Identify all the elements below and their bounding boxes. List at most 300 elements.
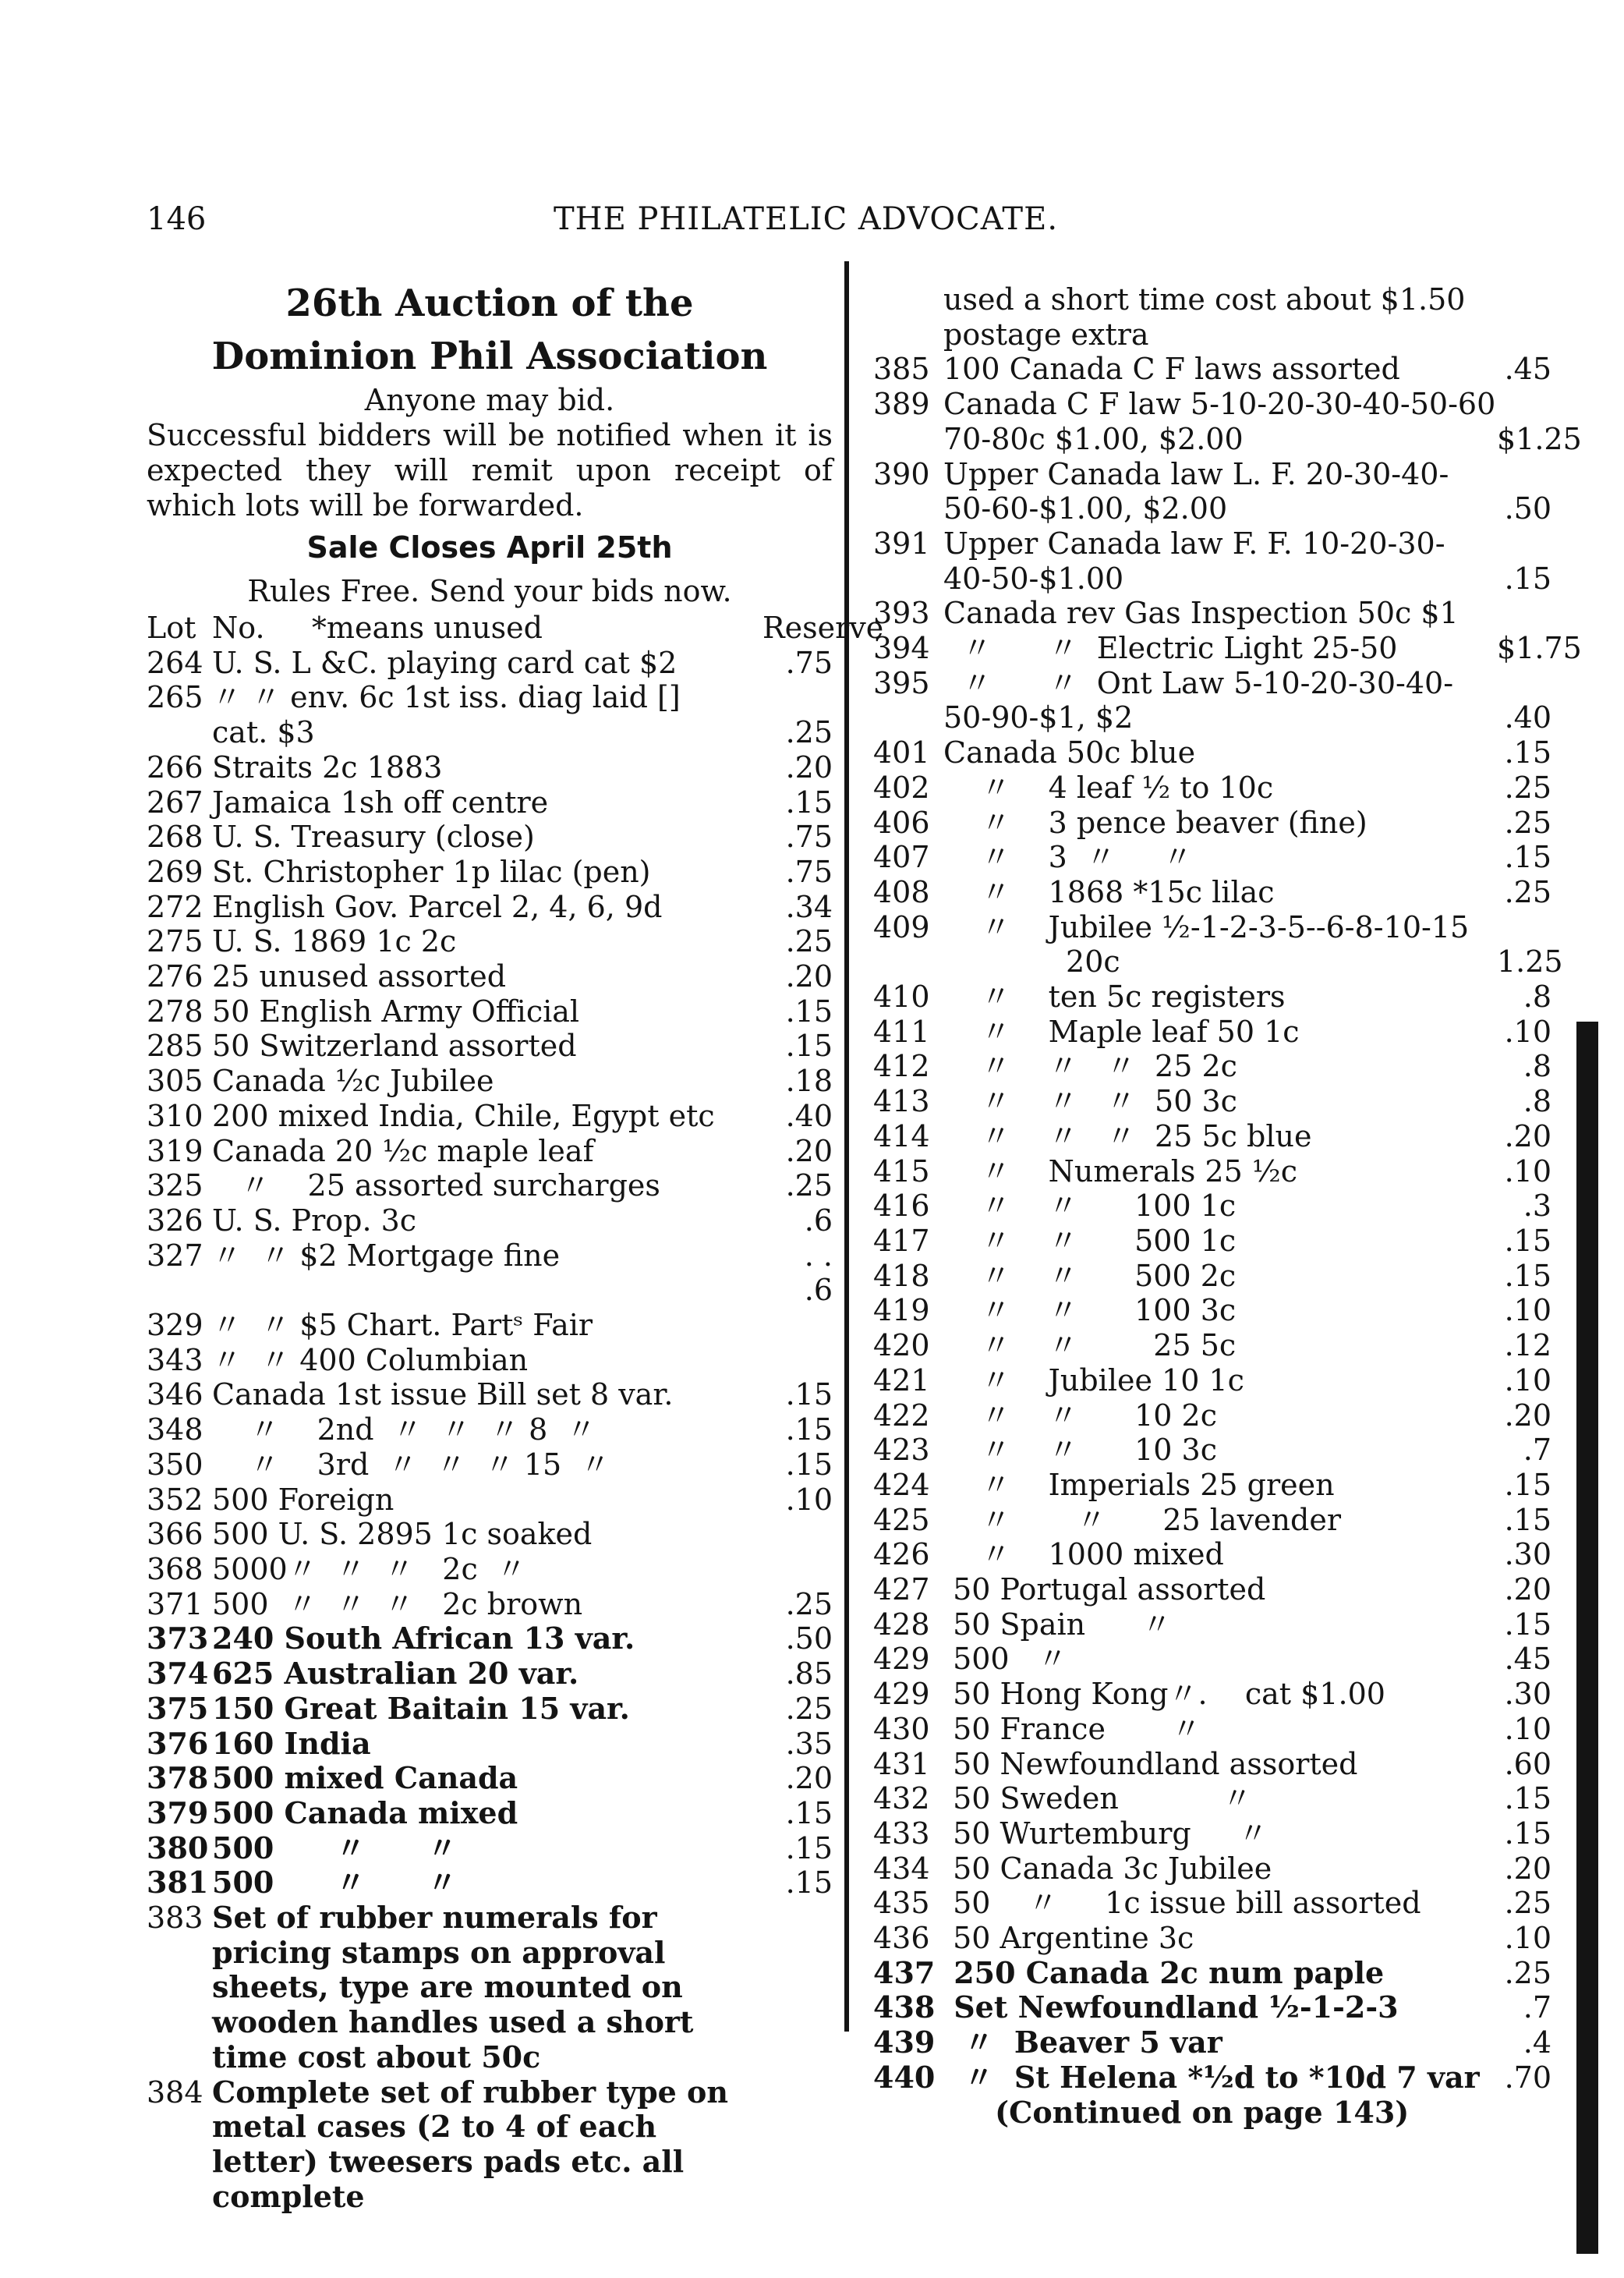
lot-description: 〃 3 〃 〃	[943, 840, 1193, 875]
right-column	[873, 282, 1582, 2130]
lot-row	[873, 2025, 1551, 2060]
lot-number: 425	[873, 1502, 930, 1537]
lot-row	[873, 1537, 1551, 1572]
intro-block	[147, 383, 833, 523]
lot-description: 〃 〃 〃 25 2c	[943, 1049, 1237, 1084]
reserve-price: .4	[1523, 2025, 1551, 2060]
lot-description: U. S. Prop. 3c	[212, 1203, 417, 1238]
lot-description: 500 mixed Canada	[212, 1760, 518, 1796]
lot-number: 429	[873, 1642, 930, 1677]
lot-description: 〃 〃 Ont Law 5-10-20-30-40-	[943, 665, 1454, 700]
lot-row	[873, 1816, 1551, 1851]
lot-number: 394	[873, 631, 930, 666]
lot-row	[873, 491, 1551, 526]
lot-description: 50-90-$1, $2	[943, 700, 1134, 735]
reserve-price: .25	[1504, 874, 1551, 909]
lot-description: 〃 Maple leaf 50 1c	[943, 1014, 1300, 1049]
lot-row	[147, 994, 833, 1029]
lot-number: 329	[147, 1308, 203, 1343]
lot-number: 415	[873, 1153, 930, 1189]
lot-row	[873, 1189, 1551, 1224]
lot-row	[873, 771, 1551, 806]
lot-row	[873, 421, 1582, 457]
lot-row	[873, 526, 1551, 562]
lot-description: 〃 〃 $2 Mortgage fine	[212, 1238, 561, 1273]
lot-description: St. Christopher 1p lilac (pen)	[212, 854, 651, 889]
lot-number: 410	[873, 980, 930, 1015]
lot-row	[873, 1293, 1551, 1328]
lot-number	[147, 715, 212, 750]
reserve-price: .25	[1504, 1955, 1551, 1990]
lot-row	[147, 924, 833, 959]
lot-description: 〃 〃 10 3c	[943, 1433, 1217, 1468]
lot-description: 50 Canada 3c Jubilee	[943, 1851, 1272, 1886]
lot-row	[147, 1412, 833, 1447]
lot-row	[873, 1363, 1551, 1398]
lot-description: 〃 4 leaf ½ to 10c	[943, 770, 1274, 805]
lot-description: 〃 〃 〃 50 3c	[943, 1084, 1237, 1119]
lot-description: Upper Canada law L. F. 20-30-40-	[943, 456, 1449, 491]
lot-description: 〃 〃 〃 25 5c blue	[943, 1118, 1312, 1153]
lot-number: 423	[873, 1433, 930, 1468]
lot-row	[147, 1517, 833, 1552]
reserve-price: .10	[1504, 1921, 1551, 1956]
lot-description: 〃 2nd 〃 〃 〃 8 〃	[212, 1412, 596, 1447]
lot-row	[147, 1796, 833, 1831]
lot-row	[873, 1224, 1551, 1259]
lot-row-384	[147, 2075, 833, 2215]
lot-description: U. S. L &C. playing card cat $2	[212, 645, 678, 680]
lot-row	[147, 1064, 833, 1099]
lot-description: 〃 〃 25 5c	[943, 1328, 1237, 1363]
lot-row	[873, 1119, 1551, 1154]
lot-number: 278	[147, 994, 203, 1029]
lot-number	[873, 317, 943, 353]
reserve-price	[1497, 666, 1551, 701]
lot-number: 420	[873, 1328, 930, 1363]
reserve-price: .25	[785, 1586, 833, 1621]
reserve-price: .60	[1504, 1746, 1551, 1781]
lot-number: 431	[873, 1746, 930, 1781]
lot-number: 408	[873, 874, 930, 909]
lot-number: 434	[873, 1851, 930, 1886]
reserve-price: .6	[804, 1203, 833, 1238]
column-divider	[844, 261, 849, 2032]
lot-description: Set Newfoundland ½-1-2-3	[943, 1989, 1399, 2025]
reserve-price: .20	[1504, 1572, 1551, 1607]
reserve-price: .20	[1504, 1851, 1551, 1886]
lot-number: 424	[873, 1467, 930, 1502]
lot-row	[873, 980, 1551, 1015]
lot-number	[873, 491, 943, 526]
lot-description: 160 India	[212, 1725, 371, 1761]
right-lot-list	[873, 282, 1582, 2130]
reserve-price: .45	[1504, 1642, 1551, 1677]
reserve-price: .15	[1504, 1258, 1551, 1293]
lot-description: 500 〃	[943, 1642, 1067, 1677]
lot-number: 418	[873, 1258, 930, 1293]
lot-number	[873, 944, 943, 980]
lot-row	[147, 1692, 833, 1727]
lot-number: 433	[873, 1816, 930, 1851]
reserve-price	[1497, 282, 1551, 317]
reserve-price: .15	[785, 1377, 833, 1412]
lot-description: Canada rev Gas Inspection 50c $1	[943, 596, 1459, 631]
left-column	[147, 277, 884, 2214]
lot-row	[873, 352, 1551, 387]
lot-description: Jamaica 1sh off centre	[212, 785, 549, 820]
lot-row-383	[147, 1901, 833, 2075]
lot-row	[147, 1377, 833, 1412]
lot-description: 〃 Numerals 25 ½c	[943, 1153, 1297, 1189]
reserve-price: .15	[1504, 840, 1551, 875]
lot-number: 391	[873, 526, 930, 561]
lot-row	[147, 1343, 833, 1378]
lot-row	[147, 1831, 833, 1866]
lot-description: 500 〃 〃	[212, 1830, 458, 1865]
lot-row	[873, 387, 1551, 422]
reserve-price: .15	[1504, 735, 1551, 771]
lot-row	[873, 1328, 1551, 1363]
lot-number: 402	[873, 770, 930, 805]
lot-description: 500 U. S. 2895 1c soaked	[212, 1517, 593, 1552]
reserve-price: .45	[1504, 352, 1551, 387]
lot-number: 285	[147, 1029, 203, 1064]
reserve-price: .10	[1504, 1711, 1551, 1746]
lot-description: 〃 Jubilee ½-1-2-3-5--6-8-10-15	[943, 909, 1470, 944]
lot-row	[147, 1621, 833, 1656]
reserve-price: .20	[785, 1133, 833, 1168]
lot-description: Canada 1st issue Bill set 8 var.	[212, 1377, 674, 1412]
lot-row	[873, 1572, 1551, 1607]
lot-description: 〃 Imperials 25 green	[943, 1467, 1335, 1502]
reserve-price: 1.25	[1497, 944, 1563, 980]
lot-row	[873, 1677, 1551, 1712]
reserve-price	[1497, 2096, 1551, 2131]
lot-description: Straits 2c 1883	[212, 749, 443, 785]
anyone-may-bid: Anyone may bid.	[364, 383, 615, 417]
lot-number: 346	[147, 1377, 203, 1412]
lot-row	[873, 1049, 1551, 1084]
lot-description: 〃 Beaver 5 var	[943, 2025, 1222, 2060]
lot-description: 500 Canada mixed	[212, 1794, 518, 1830]
lot-number: 430	[873, 1711, 930, 1746]
reserve-price: .40	[1504, 700, 1551, 735]
lot-number: 374	[147, 1656, 209, 1692]
lot-description: 50 English Army Official	[212, 994, 580, 1029]
lot-row	[147, 646, 833, 681]
reserve-price: .20	[1504, 1118, 1551, 1153]
reserve-price: .75	[785, 645, 833, 680]
lot-description: 500 〃 〃	[212, 1865, 458, 1901]
reserve-price: .15	[785, 994, 833, 1029]
lot-number: 326	[147, 1203, 203, 1238]
lot-description: 〃 25 assorted surcharges	[212, 1168, 660, 1203]
reserve-price: .25	[785, 715, 833, 750]
reserve-price: .25	[1504, 770, 1551, 805]
reserve-price: .15	[1504, 1223, 1551, 1258]
reserve-price: .40	[785, 1098, 833, 1133]
reserve-price: .20	[785, 1761, 833, 1796]
lot-number: 378	[147, 1760, 209, 1796]
lot-number: 385	[873, 352, 930, 387]
column-header	[147, 611, 884, 646]
lot-description: 500 Foreign	[212, 1482, 395, 1517]
lot-number: 395	[873, 665, 930, 700]
reserve-price: .10	[1504, 1153, 1551, 1189]
lot-description: 5000〃 〃 〃 2c 〃	[212, 1551, 526, 1586]
lot-row	[873, 1607, 1551, 1642]
lot-row	[873, 1990, 1551, 2025]
lot-row	[147, 855, 833, 890]
lot-row	[873, 735, 1551, 771]
lot-row	[147, 785, 833, 820]
lot-number: 413	[873, 1084, 930, 1119]
lot-description: 〃 〃 500 2c	[943, 1258, 1237, 1293]
lot-description: 〃 1000 mixed	[943, 1537, 1224, 1572]
lot-row	[873, 700, 1551, 735]
lot-number: 268	[147, 820, 203, 855]
lot-description: Canada C F law 5-10-20-30-40-50-60	[943, 387, 1496, 422]
reserve-price: .30	[1504, 1537, 1551, 1572]
lot-row	[147, 715, 833, 750]
reserve-price	[770, 680, 833, 715]
lot-description: 50 Spain 〃	[943, 1607, 1172, 1642]
reserve-price: .12	[1504, 1328, 1551, 1363]
lot-row	[873, 596, 1551, 631]
lot-number: 368	[147, 1551, 203, 1586]
reserve-price: .15	[1504, 1816, 1551, 1851]
lot-row	[873, 1503, 1551, 1538]
reserve-header: Reserve	[762, 611, 884, 645]
lot-number: 412	[873, 1049, 930, 1084]
lot-description: 200 mixed India, Chile, Egypt etc	[212, 1098, 715, 1133]
lot-description: 500 〃 〃 〃 2c brown	[212, 1586, 583, 1621]
lot-description: 〃 3rd 〃 〃 〃 15 〃	[212, 1447, 610, 1482]
lot-row	[873, 282, 1551, 317]
reserve-price: .75	[785, 854, 833, 889]
reserve-price: .7	[1523, 1433, 1551, 1468]
lot-row	[873, 875, 1551, 910]
reserve-price: .15	[1504, 1502, 1551, 1537]
lot-number: 327	[147, 1238, 203, 1273]
reserve-price: .85	[785, 1656, 833, 1692]
lot-number	[873, 422, 943, 457]
lot-description: postage extra	[943, 317, 1149, 352]
lot-description: 50 Hong Kong〃. cat $1.00	[943, 1677, 1385, 1712]
lot-description: English Gov. Parcel 2, 4, 6, 9d	[212, 889, 663, 924]
lot-row	[873, 1956, 1551, 1991]
reserve-price: .15	[785, 1029, 833, 1064]
lot-description: 〃 〃 400 Columbian	[212, 1342, 529, 1377]
reserve-price: .15	[785, 1830, 833, 1865]
lot-description: 50 Sweden 〃	[943, 1781, 1252, 1816]
reserve-price: .35	[785, 1726, 833, 1761]
lot-number: 438	[873, 1989, 936, 2025]
lot-row	[873, 1642, 1551, 1677]
lot-number: 272	[147, 889, 203, 924]
lot-number: 439	[873, 2025, 936, 2060]
lot-number: 407	[873, 840, 930, 875]
reserve-price: . . .6	[804, 1238, 833, 1308]
lot-header: Lot	[147, 611, 196, 645]
lot-description: 250 Canada 2c num paple	[943, 1954, 1385, 1990]
lot-description: 50 France 〃	[943, 1711, 1201, 1746]
lot-description: 50 Portugal assorted	[943, 1572, 1266, 1607]
lot-row	[873, 1015, 1551, 1050]
lot-row	[147, 820, 833, 855]
reserve-price: .7	[1523, 1990, 1551, 2025]
lot-number: 432	[873, 1781, 930, 1816]
reserve-price: .10	[1504, 1014, 1551, 1049]
lot-row	[147, 959, 833, 994]
lot-row	[147, 750, 833, 785]
reserve-price	[1497, 317, 1551, 353]
lot-number: 406	[873, 805, 930, 840]
lot-description: 50 〃 1c issue bill assorted	[943, 1886, 1421, 1921]
lot-row	[873, 1398, 1551, 1433]
lot-number: 376	[147, 1725, 209, 1761]
reserve-price	[1497, 910, 1551, 945]
lot-description: Complete set of rubber type on metal cases (2 to 4 of each letter) tweesers pads etc. all complete	[212, 2074, 729, 2214]
lot-description: 〃 3 pence beaver (fine)	[943, 805, 1367, 840]
lot-row	[147, 1238, 833, 1308]
lot-number	[873, 282, 943, 317]
lot-description: 〃 St Helena *½d to *10d 7 var	[943, 2059, 1480, 2095]
reserve-price: .8	[1523, 1084, 1551, 1119]
lot-number: 343	[147, 1342, 203, 1377]
reserve-price: .20	[1504, 1398, 1551, 1433]
lot-row	[873, 1712, 1551, 1747]
lot-description: Upper Canada law F. F. 10-20-30-	[943, 526, 1445, 561]
lot-description: 〃 〃 10 2c	[943, 1398, 1217, 1433]
lot-row	[873, 840, 1551, 875]
lot-number: 422	[873, 1398, 930, 1433]
lot-row	[873, 910, 1551, 945]
lot-description: (Continued on page 143)	[943, 2094, 1410, 2130]
reserve-price: .15	[1504, 1781, 1551, 1816]
lot-number: 310	[147, 1098, 203, 1133]
lot-row	[873, 1084, 1551, 1119]
lot-number: 379	[147, 1794, 209, 1830]
lot-number: 266	[147, 749, 203, 785]
lot-description: Canada 20 ½c maple leaf	[212, 1133, 594, 1168]
lot-row	[873, 2060, 1551, 2096]
lot-row	[873, 317, 1551, 353]
lot-description: Canada ½c Jubilee	[212, 1064, 494, 1099]
lot-description: 〃 〃 500 1c	[943, 1223, 1237, 1258]
reserve-price: .10	[785, 1482, 833, 1517]
reserve-price	[1497, 526, 1551, 562]
lot-description: 50 Newfoundland assorted	[943, 1746, 1358, 1781]
lot-description: 〃 〃 Electric Light 25-50	[943, 631, 1398, 666]
page-header	[0, 201, 1624, 240]
lot-number: 417	[873, 1223, 930, 1258]
lot-row	[873, 1781, 1551, 1816]
lot-description: Canada 50c blue	[943, 735, 1196, 771]
lot-number: 276	[147, 959, 203, 994]
reserve-price: .15	[1504, 561, 1551, 596]
lot-description: 70-80c $1.00, $2.00	[943, 421, 1244, 456]
reserve-price: .50	[1504, 491, 1551, 526]
lot-number: 435	[873, 1886, 930, 1921]
reserve-price	[770, 1343, 833, 1378]
lot-description: 240 South African 13 var.	[212, 1621, 635, 1656]
lot-number: 319	[147, 1133, 203, 1168]
lot-description: 50 Argentine 3c	[943, 1921, 1194, 1956]
notice-text: Successful bidders will be notified when it is expected they will remit upon receipt of which lots will be forwarded.	[147, 418, 833, 523]
lot-number: 269	[147, 854, 203, 889]
lot-description: 〃 〃 $5 Chart. Partˢ Fair	[212, 1308, 593, 1343]
lot-number: 381	[147, 1865, 209, 1901]
lot-number: 325	[147, 1168, 203, 1203]
lot-number: 275	[147, 924, 203, 959]
lot-row	[873, 944, 1563, 980]
lot-row	[873, 1921, 1551, 1956]
lot-row	[873, 457, 1551, 492]
reserve-price: .75	[785, 820, 833, 855]
reserve-price: .3	[1523, 1189, 1551, 1224]
lot-row	[147, 1168, 833, 1203]
lot-number: 429	[873, 1677, 930, 1712]
lot-row	[147, 1308, 833, 1343]
lot-row	[147, 1727, 833, 1762]
lot-description: 〃 〃 env. 6c 1st iss. diag laid []	[212, 680, 681, 715]
lot-row	[873, 2096, 1551, 2131]
reserve-price: $1.25	[1497, 421, 1582, 456]
reserve-price: .15	[785, 785, 833, 820]
lot-number: 421	[873, 1362, 930, 1398]
lot-number: 371	[147, 1586, 203, 1621]
lot-description: Set of rubber numerals for pricing stamps on approval sheets, type are mounted on wooden handles used a short time cost about 50c	[212, 1900, 694, 2074]
sale-closes: Sale Closes April 25th	[306, 530, 673, 565]
lot-row	[147, 1029, 833, 1064]
lot-number: 265	[147, 680, 203, 715]
reserve-price: .10	[1504, 1293, 1551, 1328]
auction-heading-line-2: Dominion Phil Association	[211, 335, 768, 378]
lot-row	[873, 1154, 1551, 1189]
reserve-price: .8	[1523, 1049, 1551, 1084]
lot-row	[147, 1099, 833, 1134]
lot-description: 〃 〃 100 3c	[943, 1293, 1237, 1328]
page-number: 146	[147, 201, 207, 237]
lot-description: 〃 1868 *15c lilac	[943, 874, 1275, 909]
reserve-price: .25	[1504, 1886, 1551, 1921]
lot-description: 20c	[943, 944, 1120, 980]
lot-description: 50 Switzerland assorted	[212, 1029, 577, 1064]
auction-heading-line-1: 26th Auction of the	[285, 282, 694, 325]
reserve-price	[1497, 387, 1551, 422]
lot-number: 380	[147, 1830, 209, 1865]
lot-number	[873, 2096, 943, 2131]
lot-row	[147, 1447, 833, 1483]
reserve-price: .25	[785, 1691, 833, 1726]
lot-number: 437	[873, 1954, 936, 1990]
reserve-price: .15	[1504, 1607, 1551, 1642]
lot-number: 348	[147, 1412, 203, 1447]
reserve-price: .15	[785, 1447, 833, 1482]
reserve-price: .34	[785, 889, 833, 924]
reserve-price: .15	[785, 1412, 833, 1447]
reserve-price: .15	[785, 1865, 833, 1901]
lot-number: 383	[147, 1901, 203, 1936]
lot-number: 352	[147, 1482, 203, 1517]
reserve-price: .15	[785, 1795, 833, 1830]
lot-row	[873, 666, 1551, 701]
lot-description: 〃 Jubilee 10 1c	[943, 1362, 1244, 1398]
lot-row	[147, 1865, 833, 1901]
lot-row	[873, 1433, 1551, 1468]
